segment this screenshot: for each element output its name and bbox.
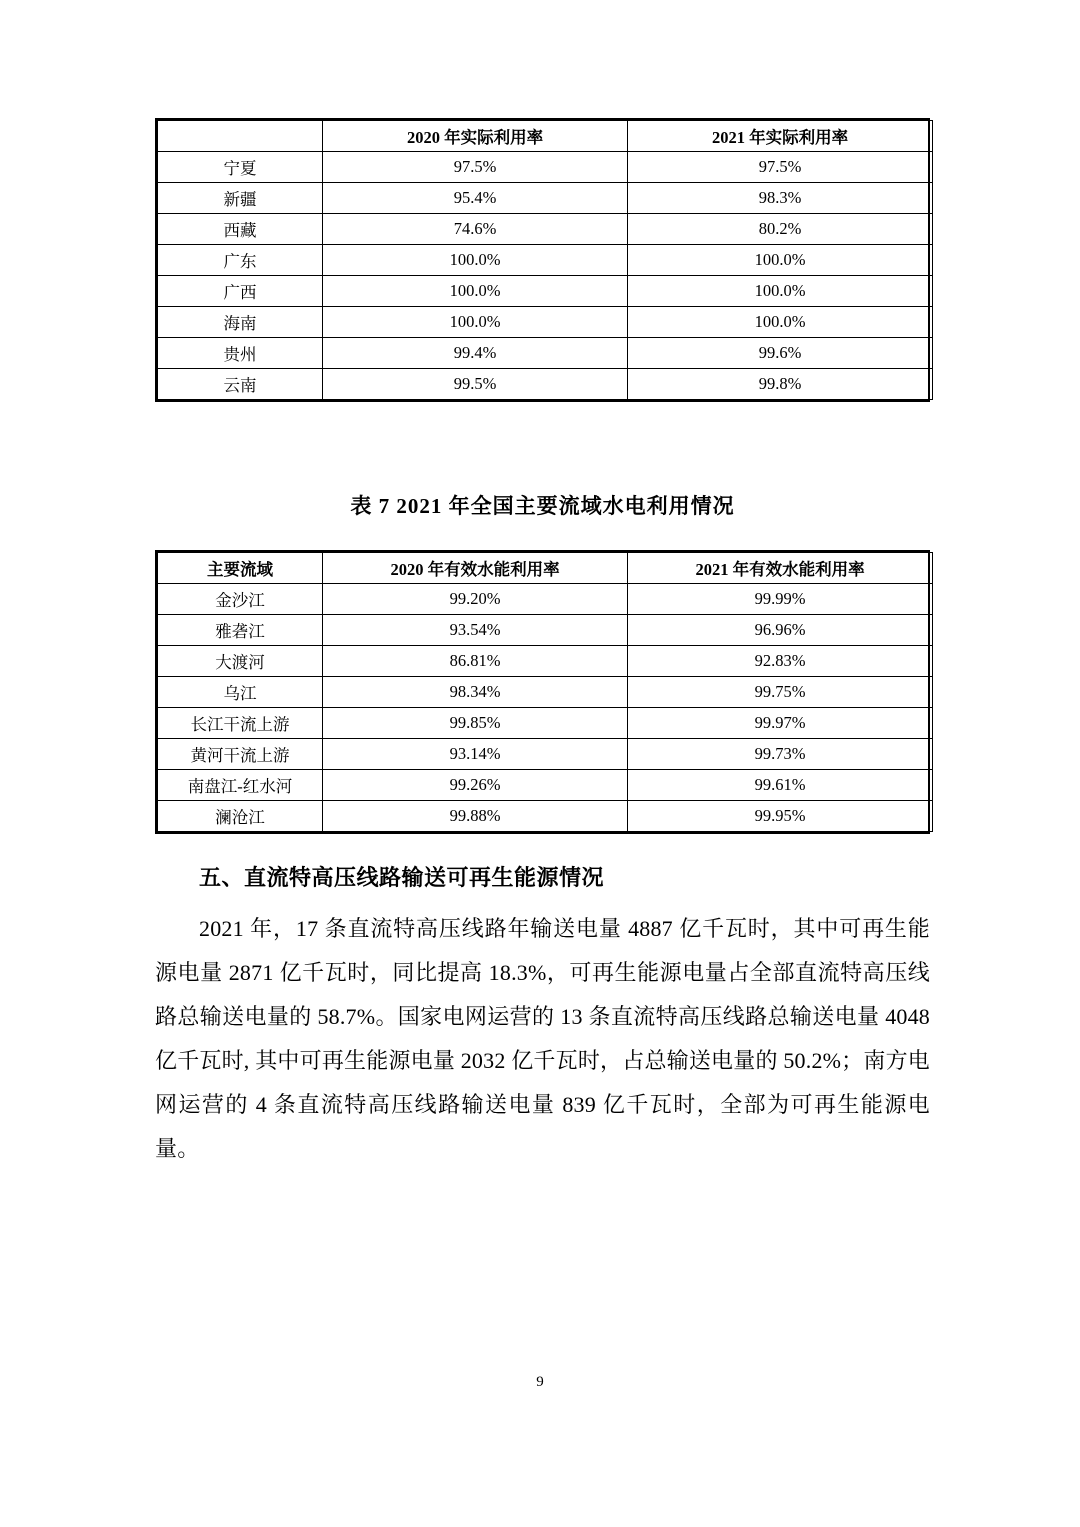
table-row	[158, 708, 933, 739]
cell-2021: 100.0%	[628, 307, 933, 338]
page-number: 9	[536, 1374, 544, 1390]
cell-2021: 99.61%	[628, 770, 933, 801]
table-row	[158, 677, 933, 708]
cell-basin: 雅砻江	[158, 615, 323, 646]
cell-2021: 99.97%	[628, 708, 933, 739]
cell-2020: 99.5%	[323, 369, 628, 400]
table-header-row	[158, 553, 933, 584]
table-row	[158, 245, 933, 276]
cell-2020: 100.0%	[323, 245, 628, 276]
cell-region: 宁夏	[158, 152, 323, 183]
cell-basin: 澜沧江	[158, 801, 323, 832]
cell-2020: 99.26%	[323, 770, 628, 801]
column-header-2020: 2020 年实际利用率	[323, 121, 628, 152]
cell-2020: 86.81%	[323, 646, 628, 677]
table-basin-hydro-utilization	[155, 550, 930, 834]
cell-2020: 95.4%	[323, 183, 628, 214]
cell-2021: 99.8%	[628, 369, 933, 400]
cell-region: 广西	[158, 276, 323, 307]
cell-2020: 99.88%	[323, 801, 628, 832]
cell-2021: 96.96%	[628, 615, 933, 646]
cell-region: 海南	[158, 307, 323, 338]
table-row	[158, 183, 933, 214]
cell-2021: 99.95%	[628, 801, 933, 832]
cell-region: 贵州	[158, 338, 323, 369]
cell-2020: 100.0%	[323, 276, 628, 307]
section-paragraph: 2021 年，17 条直流特高压线路年输送电量 4887 亿千瓦时，其中可再生能源电量 2871 亿千瓦时，同比提高 18.3%，可再生能源电量占全部直流特高压线路总输送电量的 58.7%。国家电网运营的 13 条直流特高压线路总输送电量 4048 亿千瓦时, 其中可再生能源电量 2032 亿千瓦时，占总输送电量的 50.2%；南方电网运营的 4 条直流特高压线路输送电量 839 亿千瓦时，全部为可再生能源电量。	[155, 916, 930, 1162]
cell-2021: 97.5%	[628, 152, 933, 183]
table-row	[158, 152, 933, 183]
table-row	[158, 770, 933, 801]
column-header-2021: 2021 年实际利用率	[628, 121, 933, 152]
table-row	[158, 739, 933, 770]
cell-2021: 99.6%	[628, 338, 933, 369]
column-header-2021: 2021 年有效水能利用率	[628, 553, 933, 584]
cell-basin: 大渡河	[158, 646, 323, 677]
cell-region: 新疆	[158, 183, 323, 214]
cell-basin: 南盘江-红水河	[158, 770, 323, 801]
cell-basin: 长江干流上游	[158, 708, 323, 739]
section-heading: 五、直流特高压线路输送可再生能源情况	[199, 865, 605, 890]
column-header-region	[158, 121, 323, 152]
table-row	[158, 801, 933, 832]
cell-2020: 99.20%	[323, 584, 628, 615]
cell-region: 西藏	[158, 214, 323, 245]
table-row	[158, 307, 933, 338]
cell-2020: 74.6%	[323, 214, 628, 245]
table-row	[158, 584, 933, 615]
cell-2021: 100.0%	[628, 245, 933, 276]
cell-2020: 97.5%	[323, 152, 628, 183]
table-row	[158, 369, 933, 400]
table-row	[158, 214, 933, 245]
cell-2021: 80.2%	[628, 214, 933, 245]
table-provincial-utilization	[155, 118, 930, 402]
table-row	[158, 276, 933, 307]
cell-basin: 乌江	[158, 677, 323, 708]
table-row	[158, 615, 933, 646]
column-header-basin: 主要流域	[158, 553, 323, 584]
cell-2020: 93.14%	[323, 739, 628, 770]
cell-2021: 99.73%	[628, 739, 933, 770]
cell-2021: 92.83%	[628, 646, 933, 677]
cell-2020: 98.34%	[323, 677, 628, 708]
cell-2020: 100.0%	[323, 307, 628, 338]
cell-2021: 100.0%	[628, 276, 933, 307]
column-header-2020: 2020 年有效水能利用率	[323, 553, 628, 584]
table-header-row	[158, 121, 933, 152]
cell-2020: 99.4%	[323, 338, 628, 369]
cell-basin: 黄河干流上游	[158, 739, 323, 770]
table-row	[158, 646, 933, 677]
cell-basin: 金沙江	[158, 584, 323, 615]
cell-2021: 99.99%	[628, 584, 933, 615]
cell-2020: 93.54%	[323, 615, 628, 646]
spacer	[155, 520, 930, 550]
table-row	[158, 338, 933, 369]
spacer	[155, 402, 930, 490]
cell-2021: 99.75%	[628, 677, 933, 708]
page-content	[155, 118, 930, 1171]
cell-region: 云南	[158, 369, 323, 400]
cell-2021: 98.3%	[628, 183, 933, 214]
cell-region: 广东	[158, 245, 323, 276]
cell-2020: 99.85%	[323, 708, 628, 739]
table7-caption: 表 7 2021 年全国主要流域水电利用情况	[350, 494, 735, 518]
